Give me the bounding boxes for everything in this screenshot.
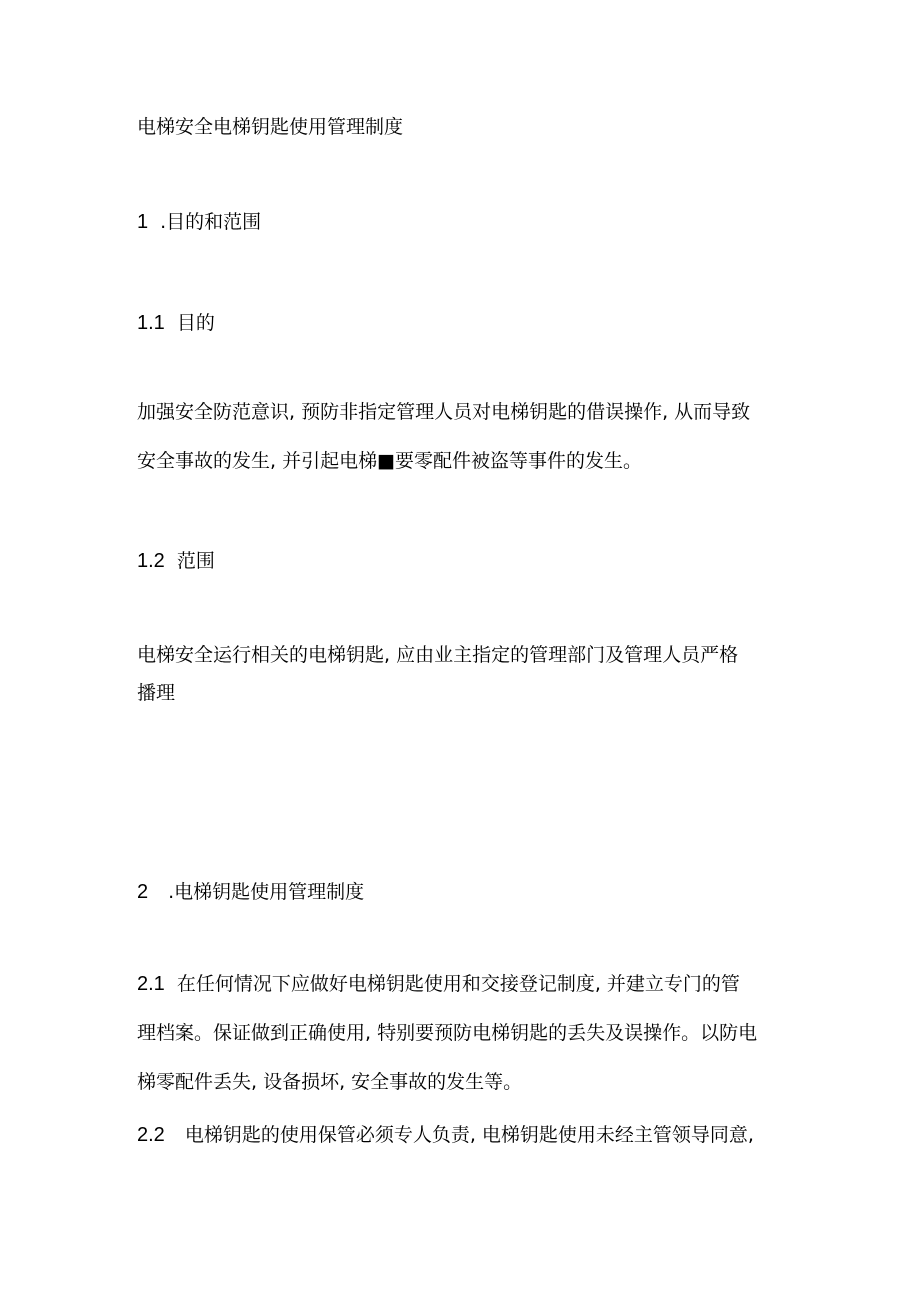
section-1-number: 1 bbox=[137, 211, 149, 233]
section-1-1-paragraph-line-2: 安全事故的发生, 并引起电梯■要零配件被盗等事件的发生。 bbox=[137, 450, 643, 472]
section-1-2-number: 1.2 bbox=[137, 550, 165, 572]
section-1-1-number: 1.1 bbox=[137, 312, 165, 334]
section-2-dot: . bbox=[168, 881, 175, 903]
section-2-2-number: 2.2 bbox=[137, 1124, 165, 1146]
section-2-2-line-1 bbox=[137, 1123, 754, 1147]
section-1-dot: . bbox=[160, 211, 167, 233]
section-2-2-line-1-text: 电梯钥匙的使用保管必须专人负责, 电梯钥匙使用未经主管领导同意, bbox=[184, 1124, 754, 1146]
document-title-text: 电梯安全电梯钥匙使用管理制度 bbox=[137, 116, 404, 138]
section-1-heading bbox=[137, 210, 261, 234]
section-1-1-heading bbox=[137, 311, 215, 335]
section-1-heading-text: 目的和范围 bbox=[166, 211, 262, 233]
section-1-1-paragraph-line-1: 加强安全防范意识, 预防非指定管理人员对电梯钥匙的借误操作, 从而导致 bbox=[137, 401, 751, 423]
section-2-heading-text: 电梯钥匙使用管理制度 bbox=[174, 881, 365, 903]
section-2-1-line-1-text: 在任何情况下应做好电梯钥匙使用和交接登记制度, 并建立专门的管 bbox=[176, 973, 740, 995]
section-1-2-heading-text: 范围 bbox=[176, 550, 215, 572]
section-2-1-line-3: 梯零配件丢失, 设备损坏, 安全事故的发生等。 bbox=[137, 1071, 523, 1093]
section-2-1-line-2: 理档案。保证做到正确使用, 特别要预防电梯钥匙的丢失及误操作。以防电 bbox=[137, 1022, 758, 1044]
section-2-1-line-1 bbox=[137, 972, 740, 996]
section-1-2-heading bbox=[137, 549, 215, 573]
section-2-heading bbox=[137, 880, 364, 904]
section-1-2-paragraph-line-2: 播理 bbox=[137, 682, 176, 704]
section-1-1-heading-text: 目的 bbox=[176, 312, 215, 334]
section-1-2-paragraph-line-1: 电梯安全运行相关的电梯钥匙, 应由业主指定的管理部门及管理人员严格 bbox=[137, 644, 739, 666]
document-title bbox=[137, 115, 403, 139]
section-2-number: 2 bbox=[137, 881, 149, 903]
section-2-1-number: 2.1 bbox=[137, 973, 165, 995]
